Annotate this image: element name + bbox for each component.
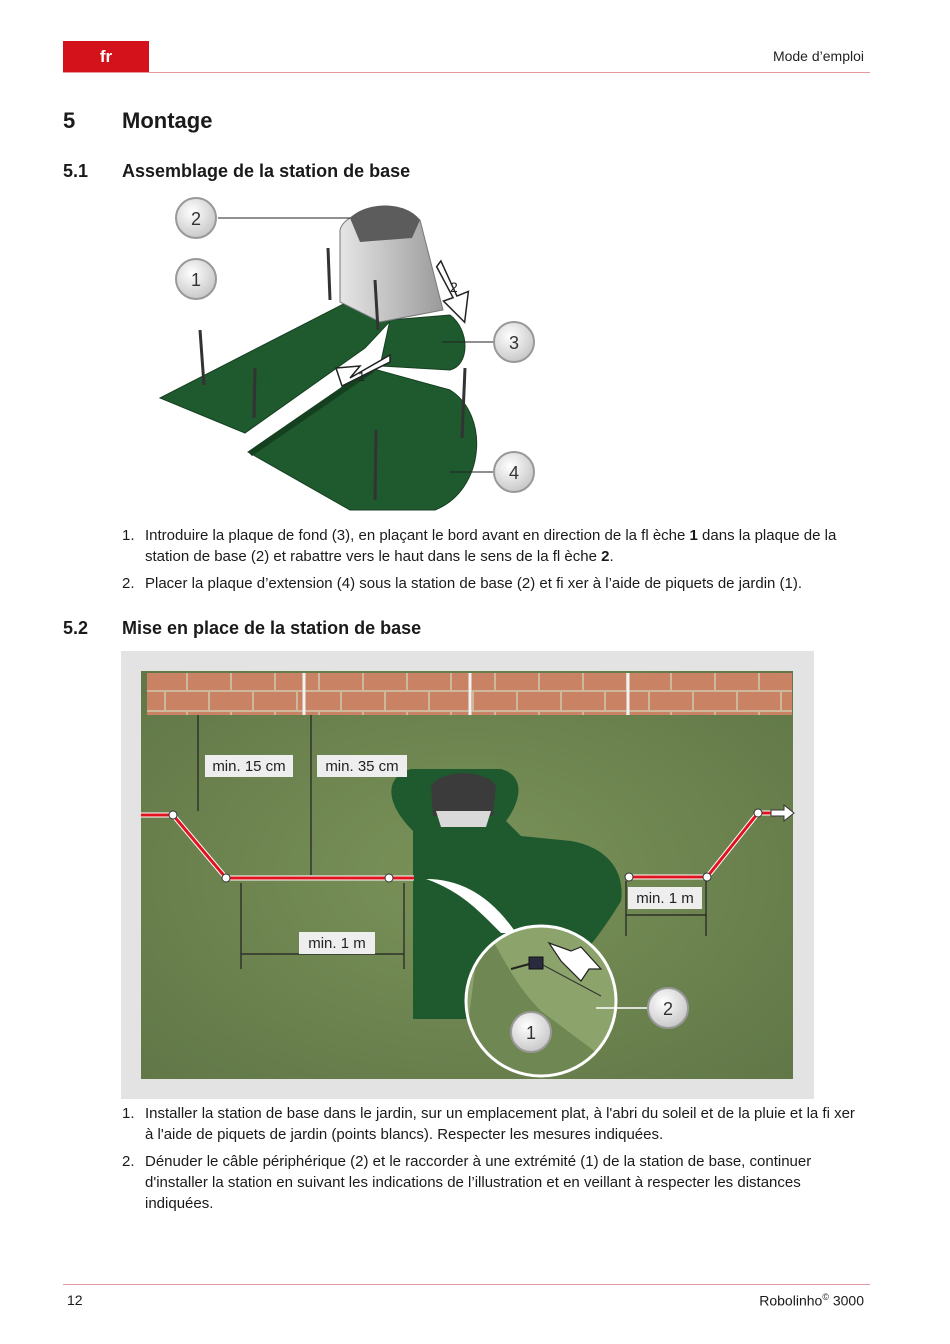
label-min-35cm: min. 35 cm <box>325 758 399 775</box>
subsection-number-1: 5.1 <box>63 161 89 181</box>
assembly-step-1 <box>122 525 867 567</box>
placement-steps <box>122 1103 867 1220</box>
step-text-a: Introduire la plaque de fond (3), en plaçant le bord avant en direction de la fl èche <box>145 527 690 544</box>
callout-2 <box>176 198 216 238</box>
footer-rule <box>63 1284 870 1285</box>
product-brand: Robolinho <box>759 1292 823 1309</box>
callout-4 <box>494 452 534 492</box>
arrow-label-2: 2 <box>450 279 458 295</box>
step-bold-b: 2 <box>601 548 610 565</box>
callout-2 <box>648 988 688 1028</box>
callout-1 <box>511 1012 551 1052</box>
step-text: Dénuder le câble périphérique (2) et le raccorder à une extrémité (1) de la station de base, continuer d'installer la station en suivant les indications de l’illustration et en veillant à respecter les distances indiquées. <box>145 1153 812 1212</box>
arrow-label-1: 1 <box>358 369 366 384</box>
subsection-number-2: 5.2 <box>63 618 89 638</box>
step-number: 1. <box>122 1105 135 1122</box>
step-number: 2. <box>122 1153 135 1170</box>
assembly-figure <box>150 190 550 520</box>
callout-4-label: 4 <box>508 463 520 483</box>
placement-step-2 <box>122 1151 867 1214</box>
callout-2-label: 2 <box>190 209 202 229</box>
step-bold-a: 1 <box>689 527 698 544</box>
callout-1-label: 1 <box>190 270 202 290</box>
step-number: 1. <box>122 527 135 544</box>
copyright-mark: © <box>822 1292 829 1302</box>
language-tab <box>63 41 149 73</box>
language-label: fr <box>99 47 113 66</box>
placement-figure <box>121 651 814 1099</box>
section-number: 5 <box>63 108 76 133</box>
step-text: Installer la station de base dans le jardin, sur un emplacement plat, à l'abri du soleil et de la pluie et la fi xer à l'aide de piquets de jardin (points blancs). Respecter les mesures indiquées. <box>145 1105 855 1143</box>
callout-3 <box>494 322 534 362</box>
assembly-steps <box>122 525 867 600</box>
product-name <box>759 1292 864 1309</box>
placement-step-1 <box>122 1103 867 1145</box>
document-type: Mode d’emploi <box>772 48 864 64</box>
callout-2-label: 2 <box>662 999 674 1019</box>
step-number: 2. <box>122 575 135 592</box>
callout-1 <box>176 259 216 299</box>
section-title: Montage <box>122 108 213 133</box>
header-rule <box>63 72 870 73</box>
product-model: 3000 <box>828 1292 864 1309</box>
assembly-step-2 <box>122 573 867 594</box>
step-text-b: dans la plaque de la station de base (2) et rabattre vers le haut dans le sens de la fl èche <box>145 527 837 565</box>
step-text: Placer la plaque d’extension (4) sous la station de base (2) et fi xer à l’aide de piquets de jardin (1). <box>145 575 803 592</box>
label-min-1m-left: min. 1 m <box>308 935 366 952</box>
subsection-title-2: Mise en place de la station de base <box>122 618 422 638</box>
callout-3-label: 3 <box>508 333 520 353</box>
subsection-title-1: Assemblage de la station de base <box>122 161 411 181</box>
label-min-15cm: min. 15 cm <box>212 758 286 775</box>
callout-1-label: 1 <box>525 1023 537 1043</box>
step-text-c: . <box>609 548 614 565</box>
label-min-1m-right: min. 1 m <box>636 890 694 907</box>
page-number: 12 <box>67 1292 83 1308</box>
